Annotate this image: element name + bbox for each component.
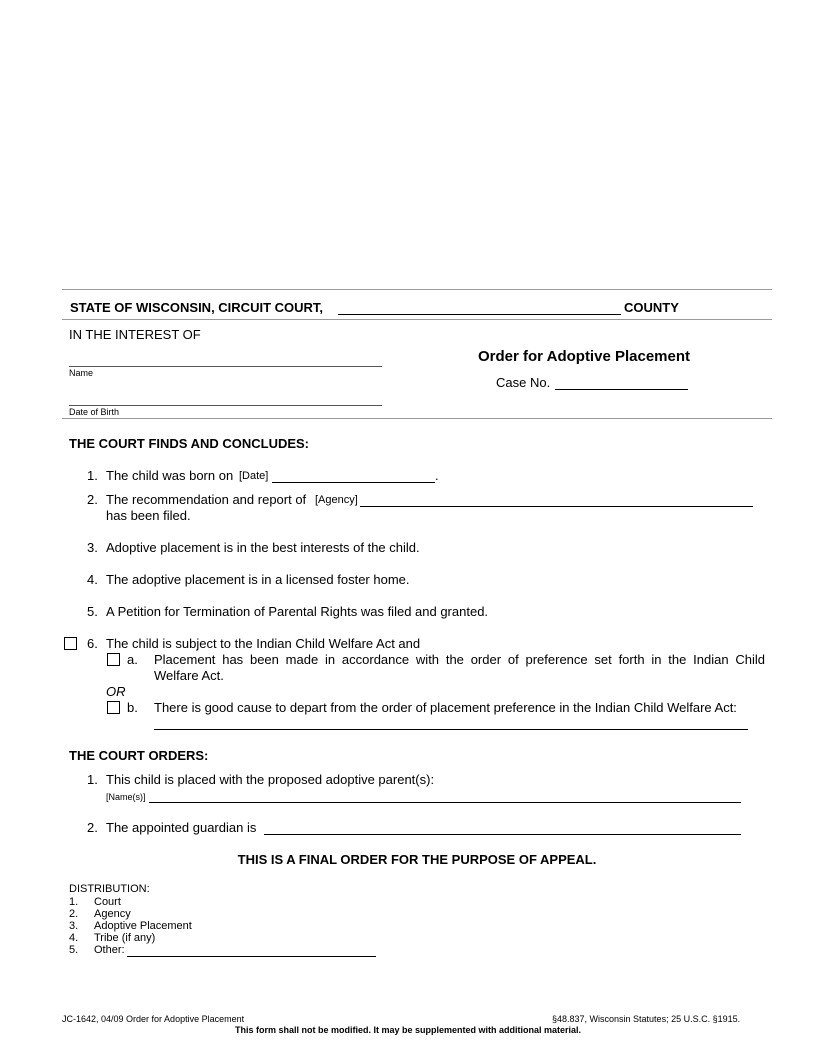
form-id: JC-1642, 04/09 Order for Adoptive Placement [62, 1014, 245, 1024]
distribution-4-num: 4. [69, 932, 79, 944]
finding-2-num: 2. [87, 492, 98, 507]
finding-2-text: The recommendation and report of [106, 492, 307, 507]
distribution-heading: DISTRIBUTION: [69, 883, 150, 895]
icwa-checkbox[interactable] [64, 637, 77, 650]
finding-4-num: 4. [87, 572, 98, 587]
name-field[interactable] [69, 366, 382, 367]
header-rule-2 [62, 319, 772, 320]
option-a-letter: a. [127, 652, 138, 667]
distribution-agency: Agency [94, 908, 131, 920]
finding-4-text: The adoptive placement is in a licensed foster home. [106, 572, 410, 587]
order-1-text: This child is placed with the proposed adoptive parent(s): [106, 772, 435, 787]
good-cause-field[interactable] [154, 729, 748, 730]
distribution-5-num: 5. [69, 944, 79, 956]
agency-field-label: [Agency] [315, 494, 358, 506]
county-label: COUNTY [624, 300, 679, 315]
agency-field[interactable] [360, 506, 753, 507]
finding-6-num: 6. [87, 636, 98, 651]
county-field[interactable] [338, 314, 621, 315]
form-title: Order for Adoptive Placement [478, 348, 690, 365]
finding-1-suffix: . [435, 468, 439, 483]
icwa-option-b-checkbox[interactable] [107, 701, 120, 714]
finding-1-text: The child was born on [106, 468, 234, 483]
distribution-tribe: Tribe (if any) [94, 932, 156, 944]
dob-field[interactable] [69, 405, 382, 406]
name-label: Name [69, 368, 94, 378]
findings-heading: THE COURT FINDS AND CONCLUDES: [69, 436, 310, 451]
state-court-label: STATE OF WISCONSIN, CIRCUIT COURT, [70, 300, 324, 315]
case-no-label: Case No. [496, 375, 551, 390]
finding-3-text: Adoptive placement is in the best interests of the child. [106, 540, 420, 555]
interest-of-label: IN THE INTEREST OF [69, 327, 201, 342]
option-b-text: There is good cause to depart from the order of placement preference in the Indian Child Welfare Act: [154, 700, 737, 715]
final-order-notice: THIS IS A FINAL ORDER FOR THE PURPOSE OF APPEAL. [237, 852, 597, 867]
guardian-field[interactable] [264, 834, 741, 835]
header-bottom-rule [62, 418, 772, 419]
adoptive-parents-field[interactable] [149, 802, 741, 803]
or-label: OR [106, 684, 126, 699]
distribution-court: Court [94, 896, 121, 908]
finding-1-num: 1. [87, 468, 98, 483]
option-b-letter: b. [127, 700, 138, 715]
date-field-label: [Date] [239, 470, 269, 482]
parent-names-field-label: [Name(s)] [106, 792, 146, 802]
modification-notice: This form shall not be modified. It may be supplemented with additional material. [234, 1025, 582, 1035]
option-a-text-line2: Welfare Act. [154, 668, 224, 683]
header-top-rule [62, 289, 772, 290]
finding-6-text: The child is subject to the Indian Child Welfare Act and [106, 636, 421, 651]
order-2-num: 2. [87, 820, 98, 835]
distribution-other: Other: [94, 944, 125, 956]
statutes: §48.837, Wisconsin Statutes; 25 U.S.C. §1915. [552, 1014, 741, 1024]
dob-label: Date of Birth [69, 407, 120, 417]
orders-heading: THE COURT ORDERS: [69, 748, 209, 763]
order-1-num: 1. [87, 772, 98, 787]
option-a-text-line1: Placement has been made in accordance with the order of preference set forth in the Indian Child [154, 652, 765, 667]
distribution-adoptive-placement: Adoptive Placement [94, 920, 192, 932]
distribution-other-field[interactable] [127, 956, 376, 957]
birth-date-field[interactable] [272, 482, 435, 483]
finding-5-text: A Petition for Termination of Parental Rights was filed and granted. [106, 604, 489, 619]
order-2-text: The appointed guardian is [106, 820, 257, 835]
finding-3-num: 3. [87, 540, 98, 555]
distribution-3-num: 3. [69, 920, 79, 932]
icwa-option-a-checkbox[interactable] [107, 653, 120, 666]
finding-2-continuation: has been filed. [106, 508, 191, 523]
finding-5-num: 5. [87, 604, 98, 619]
case-no-field[interactable] [555, 389, 688, 390]
distribution-1-num: 1. [69, 896, 79, 908]
distribution-2-num: 2. [69, 908, 79, 920]
